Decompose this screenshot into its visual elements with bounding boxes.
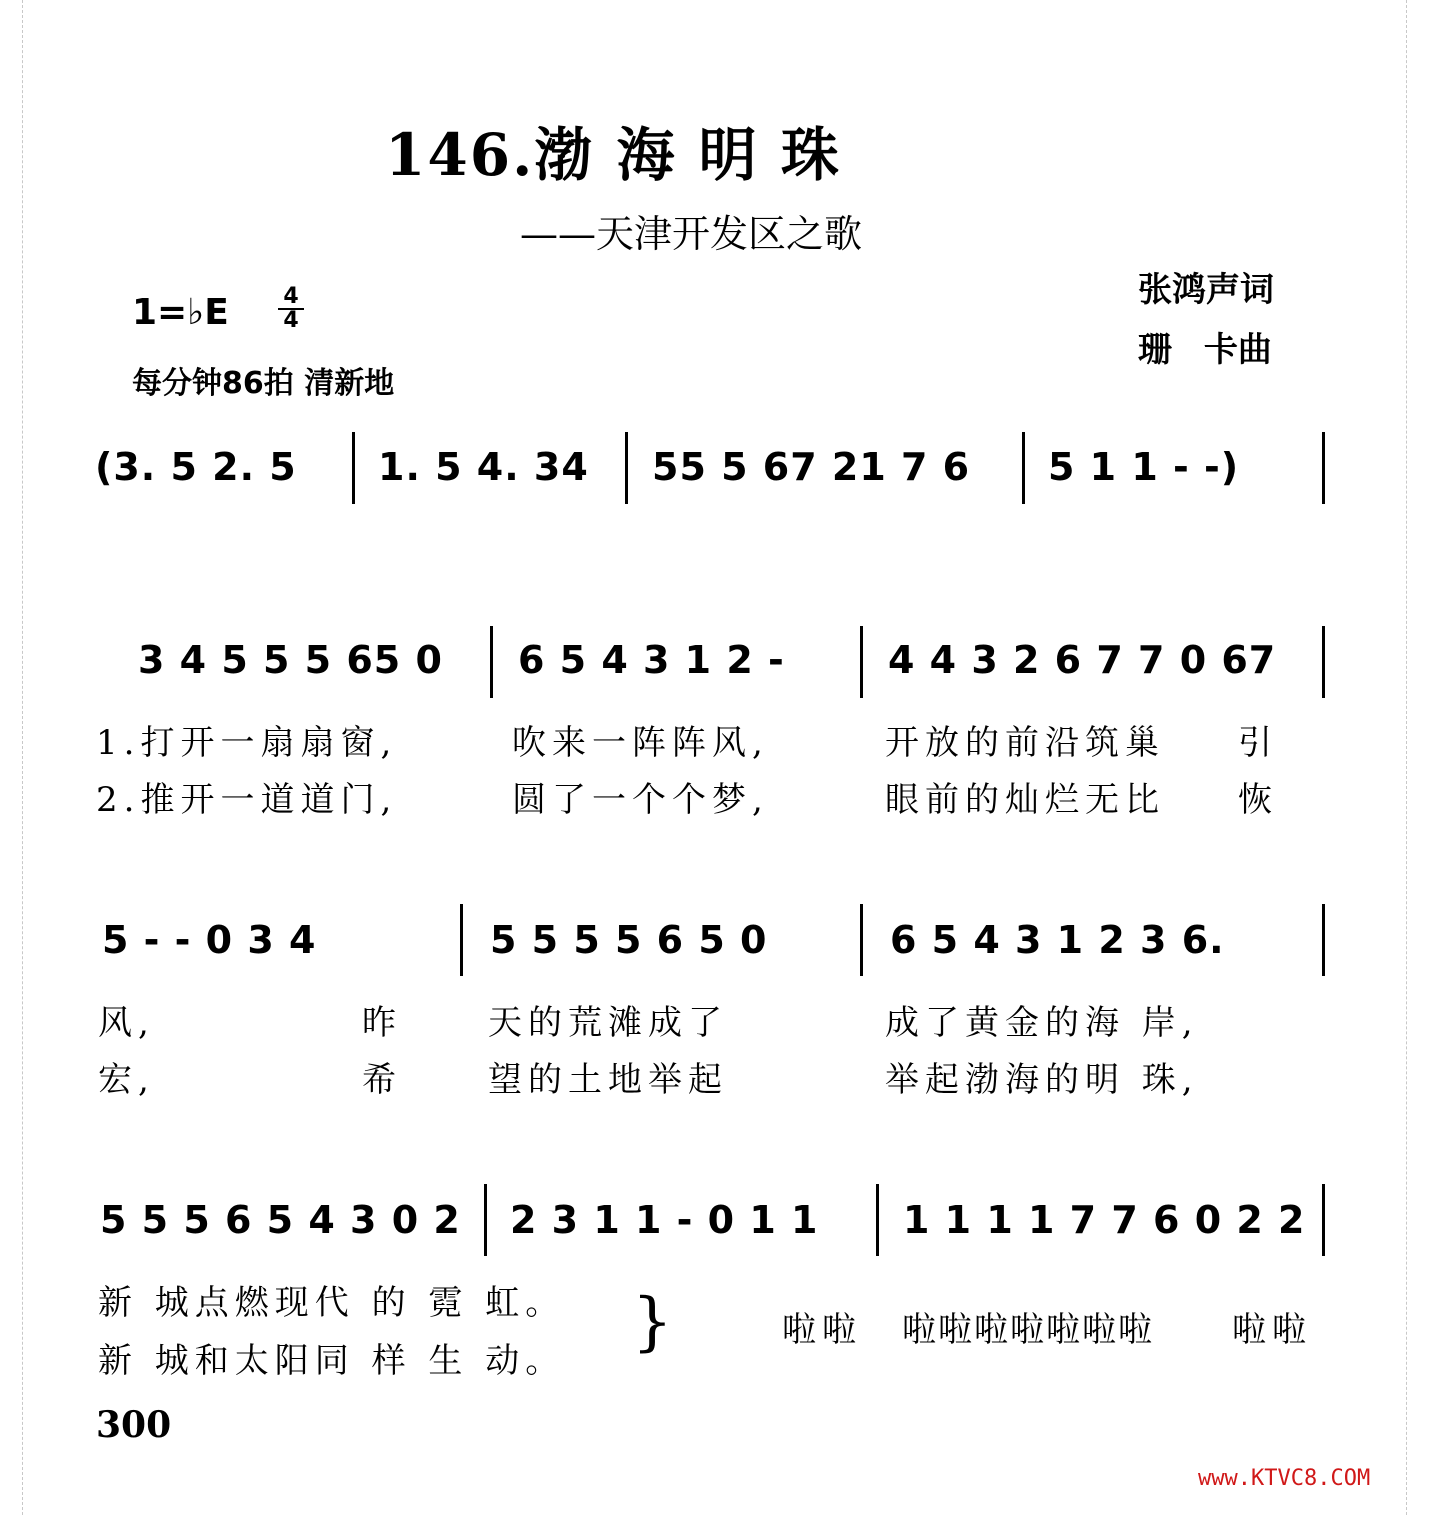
time-signature	[278, 286, 304, 332]
lyric-v2-phrase-1: 2.推开一道道门,	[96, 780, 398, 820]
barline	[860, 626, 863, 698]
left-margin-strip	[0, 0, 23, 1515]
lyric-v1-phrase-6: 昨	[362, 1003, 402, 1043]
lyric-v2-phrase-5: 宏,	[98, 1060, 155, 1100]
verse-measure-4: 5 - - 0 3 4	[102, 918, 317, 962]
website-watermark: www.KTVC8.COM	[1198, 1466, 1371, 1491]
lyric-v1-phrase-3: 开放的前沿筑巢	[885, 723, 1165, 763]
composer-credit: 珊 卡曲	[1138, 330, 1272, 370]
song-title: 146.渤 海 明 珠	[385, 121, 841, 189]
refrain-lyric-1: 啦啦	[782, 1310, 862, 1350]
intro-measure-1: (3. 5 2. 5	[95, 445, 297, 489]
verse-measure-7: 5 5 5 6 5 4 3 0 2	[100, 1198, 461, 1242]
barline	[876, 1184, 879, 1256]
lyric-v1-phrase-1: 1.打开一扇扇窗,	[96, 723, 398, 763]
lyric-v1-phrase-5: 风,	[98, 1003, 155, 1043]
refrain-lyric-2: 啦啦啦啦啦啦啦	[902, 1310, 1154, 1350]
verse-measure-1: 3 4 5 5 5 65 0	[138, 638, 443, 682]
intro-measure-2: 1. 5 4. 34	[378, 445, 589, 489]
barline	[860, 904, 863, 976]
time-denominator: 4	[278, 308, 304, 332]
lyric-v2-phrase-3: 眼前的灿烂无比	[885, 780, 1165, 820]
lyric-v1-phrase-8: 成了黄金的海 岸,	[885, 1003, 1199, 1043]
barline	[490, 626, 493, 698]
verse-measure-3: 4 4 3 2 6 7 7 0 67	[888, 638, 1277, 682]
lyricist-credit: 张鸿声词	[1138, 270, 1274, 310]
verse-measure-2: 6 5 4 3 1 2 -	[518, 638, 785, 682]
refrain-lyric-3: 啦啦	[1232, 1310, 1312, 1350]
barline	[1322, 432, 1325, 504]
verse-measure-5: 5 5 5 5 6 5 0	[490, 918, 768, 962]
key-signature: 1=♭E	[132, 292, 229, 333]
time-numerator: 4	[283, 284, 299, 309]
song-subtitle: ——天津开发区之歌	[520, 212, 863, 256]
verse-brace: }	[632, 1285, 673, 1359]
barline	[1322, 1184, 1325, 1256]
barline	[352, 432, 355, 504]
lyric-v1-phrase-9: 新 城点燃现代 的 霓 虹。	[98, 1283, 566, 1323]
barline	[1022, 432, 1025, 504]
intro-measure-3: 55 5 67 21 7 6	[652, 445, 971, 489]
barline	[1322, 626, 1325, 698]
lyric-v2-phrase-7: 望的土地举起	[488, 1060, 728, 1100]
barline	[460, 904, 463, 976]
lyric-v2-phrase-4: 恢	[1238, 780, 1278, 820]
barline	[484, 1184, 487, 1256]
lyric-v1-phrase-7: 天的荒滩成了	[488, 1003, 728, 1043]
barline	[625, 432, 628, 504]
refrain-measure-1: 1 1 1 1 7 7 6 0 2 2	[903, 1198, 1306, 1242]
right-margin-strip	[1406, 0, 1429, 1515]
lyric-v2-phrase-8: 举起渤海的明 珠,	[885, 1060, 1199, 1100]
lyric-v1-phrase-2: 吹来一阵阵风,	[512, 723, 769, 763]
verse-measure-6: 6 5 4 3 1 2 3 6.	[890, 918, 1225, 962]
lyric-v2-phrase-6: 希	[362, 1060, 402, 1100]
intro-measure-4: 5 1 1 - -)	[1048, 445, 1240, 489]
lyric-v2-phrase-2: 圆了一个个梦,	[512, 780, 769, 820]
barline	[1322, 904, 1325, 976]
verse-measure-8: 2 3 1 1 - 0 1 1	[510, 1198, 819, 1242]
tempo-marking: 每分钟86拍 清新地	[132, 366, 395, 401]
page-number: 300	[96, 1404, 172, 1446]
lyric-v2-phrase-9: 新 城和太阳同 样 生 动。	[98, 1341, 566, 1381]
lyric-v1-phrase-4: 引	[1238, 723, 1278, 763]
